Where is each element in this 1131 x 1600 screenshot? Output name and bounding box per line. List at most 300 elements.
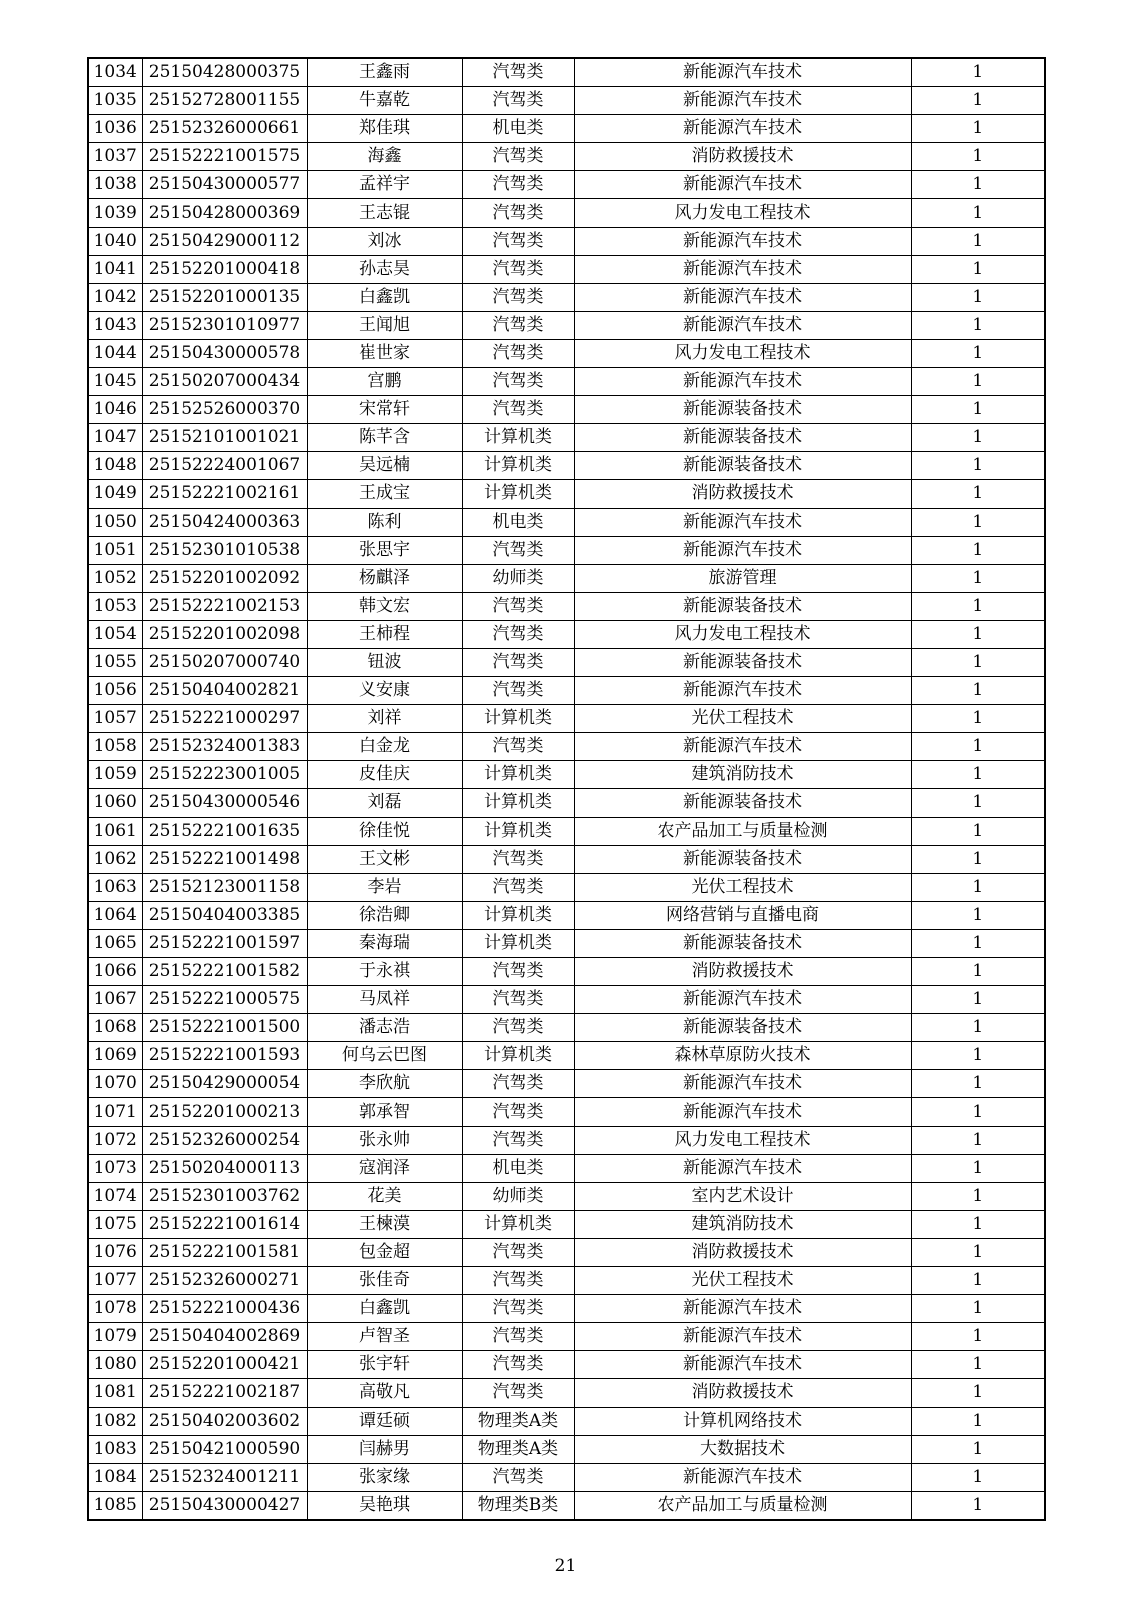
count-cell: 1	[911, 1407, 1045, 1435]
major-cell: 大数据技术	[574, 1435, 911, 1463]
major-cell: 消防救援技术	[574, 1238, 911, 1266]
page-number: 21	[554, 1556, 577, 1576]
major-cell: 新能源汽车技术	[574, 986, 911, 1014]
exam-number-cell: 25152123001158	[142, 873, 307, 901]
name-cell: 寇润泽	[307, 1154, 462, 1182]
exam-number-cell: 25152326000661	[142, 115, 307, 143]
category-cell: 计算机类	[462, 789, 574, 817]
seq-cell: 1084	[88, 1463, 142, 1491]
count-cell: 1	[911, 677, 1045, 705]
category-cell: 汽驾类	[462, 733, 574, 761]
table-row	[88, 396, 1045, 424]
seq-cell: 1061	[88, 817, 142, 845]
name-cell: 王闻旭	[307, 311, 462, 339]
seq-cell: 1051	[88, 536, 142, 564]
table-row	[88, 677, 1045, 705]
major-cell: 光伏工程技术	[574, 705, 911, 733]
category-cell: 汽驾类	[462, 1379, 574, 1407]
table-row	[88, 283, 1045, 311]
count-cell: 1	[911, 283, 1045, 311]
table-row	[88, 311, 1045, 339]
seq-cell: 1070	[88, 1070, 142, 1098]
exam-number-cell: 25152201002098	[142, 620, 307, 648]
count-cell: 1	[911, 564, 1045, 592]
table-row	[88, 1098, 1045, 1126]
category-cell: 汽驾类	[462, 1070, 574, 1098]
name-cell: 徐佳悦	[307, 817, 462, 845]
category-cell: 汽驾类	[462, 536, 574, 564]
seq-cell: 1067	[88, 986, 142, 1014]
major-cell: 新能源装备技术	[574, 929, 911, 957]
category-cell: 汽驾类	[462, 396, 574, 424]
exam-number-cell: 25152301003762	[142, 1182, 307, 1210]
exam-number-cell: 25152728001155	[142, 87, 307, 115]
exam-number-cell: 25150402003602	[142, 1407, 307, 1435]
major-cell: 新能源装备技术	[574, 1014, 911, 1042]
category-cell: 幼师类	[462, 1182, 574, 1210]
seq-cell: 1036	[88, 115, 142, 143]
major-cell: 旅游管理	[574, 564, 911, 592]
exam-number-cell: 25152301010538	[142, 536, 307, 564]
major-cell: 网络营销与直播电商	[574, 901, 911, 929]
count-cell: 1	[911, 733, 1045, 761]
exam-number-cell: 25152324001383	[142, 733, 307, 761]
count-cell: 1	[911, 1379, 1045, 1407]
table-row	[88, 508, 1045, 536]
seq-cell: 1082	[88, 1407, 142, 1435]
seq-cell: 1072	[88, 1126, 142, 1154]
table-row	[88, 1210, 1045, 1238]
category-cell: 汽驾类	[462, 1463, 574, 1491]
major-cell: 消防救援技术	[574, 480, 911, 508]
major-cell: 消防救援技术	[574, 143, 911, 171]
name-cell: 王鑫雨	[307, 58, 462, 87]
table-row	[88, 986, 1045, 1014]
seq-cell: 1081	[88, 1379, 142, 1407]
exam-number-cell: 25152221001575	[142, 143, 307, 171]
category-cell: 计算机类	[462, 705, 574, 733]
exam-number-cell: 25152221001498	[142, 845, 307, 873]
table-row	[88, 761, 1045, 789]
seq-cell: 1057	[88, 705, 142, 733]
name-cell: 李岩	[307, 873, 462, 901]
count-cell: 1	[911, 705, 1045, 733]
major-cell: 新能源汽车技术	[574, 1463, 911, 1491]
count-cell: 1	[911, 1351, 1045, 1379]
major-cell: 新能源汽车技术	[574, 227, 911, 255]
count-cell: 1	[911, 508, 1045, 536]
category-cell: 机电类	[462, 115, 574, 143]
count-cell: 1	[911, 929, 1045, 957]
count-cell: 1	[911, 620, 1045, 648]
name-cell: 钮波	[307, 648, 462, 676]
count-cell: 1	[911, 368, 1045, 396]
name-cell: 李欣航	[307, 1070, 462, 1098]
count-cell: 1	[911, 761, 1045, 789]
category-cell: 汽驾类	[462, 368, 574, 396]
category-cell: 汽驾类	[462, 199, 574, 227]
major-cell: 风力发电工程技术	[574, 199, 911, 227]
exam-number-cell: 25152201002092	[142, 564, 307, 592]
table-row	[88, 87, 1045, 115]
table-row	[88, 424, 1045, 452]
count-cell: 1	[911, 1267, 1045, 1295]
count-cell: 1	[911, 87, 1045, 115]
count-cell: 1	[911, 115, 1045, 143]
seq-cell: 1076	[88, 1238, 142, 1266]
name-cell: 韩文宏	[307, 592, 462, 620]
seq-cell: 1047	[88, 424, 142, 452]
table-row	[88, 958, 1045, 986]
name-cell: 牛嘉乾	[307, 87, 462, 115]
table-row	[88, 368, 1045, 396]
table-row	[88, 1070, 1045, 1098]
exam-number-cell: 25150404002821	[142, 677, 307, 705]
major-cell: 新能源装备技术	[574, 424, 911, 452]
name-cell: 花美	[307, 1182, 462, 1210]
count-cell: 1	[911, 1014, 1045, 1042]
seq-cell: 1060	[88, 789, 142, 817]
category-cell: 汽驾类	[462, 143, 574, 171]
count-cell: 1	[911, 339, 1045, 367]
seq-cell: 1043	[88, 311, 142, 339]
count-cell: 1	[911, 143, 1045, 171]
count-cell: 1	[911, 58, 1045, 87]
seq-cell: 1066	[88, 958, 142, 986]
major-cell: 新能源汽车技术	[574, 1070, 911, 1098]
major-cell: 新能源装备技术	[574, 592, 911, 620]
exam-number-cell: 25152326000254	[142, 1126, 307, 1154]
count-cell: 1	[911, 396, 1045, 424]
seq-cell: 1039	[88, 199, 142, 227]
exam-number-cell: 25150429000054	[142, 1070, 307, 1098]
seq-cell: 1046	[88, 396, 142, 424]
count-cell: 1	[911, 789, 1045, 817]
seq-cell: 1049	[88, 480, 142, 508]
table-row	[88, 58, 1045, 87]
table-row	[88, 929, 1045, 957]
count-cell: 1	[911, 1098, 1045, 1126]
table-row	[88, 1323, 1045, 1351]
category-cell: 汽驾类	[462, 339, 574, 367]
seq-cell: 1078	[88, 1295, 142, 1323]
exam-number-cell: 25150430000427	[142, 1491, 307, 1520]
count-cell: 1	[911, 480, 1045, 508]
category-cell: 汽驾类	[462, 620, 574, 648]
major-cell: 室内艺术设计	[574, 1182, 911, 1210]
category-cell: 汽驾类	[462, 873, 574, 901]
exam-number-cell: 25150424000363	[142, 508, 307, 536]
exam-number-cell: 25150404002869	[142, 1323, 307, 1351]
exam-number-cell: 25150207000740	[142, 648, 307, 676]
count-cell: 1	[911, 536, 1045, 564]
table-row	[88, 1295, 1045, 1323]
exam-number-cell: 25150204000113	[142, 1154, 307, 1182]
major-cell: 新能源汽车技术	[574, 311, 911, 339]
name-cell: 刘磊	[307, 789, 462, 817]
seq-cell: 1069	[88, 1042, 142, 1070]
count-cell: 1	[911, 648, 1045, 676]
name-cell: 白鑫凯	[307, 283, 462, 311]
table-row	[88, 115, 1045, 143]
table-row	[88, 873, 1045, 901]
exam-number-cell: 25152324001211	[142, 1463, 307, 1491]
seq-cell: 1037	[88, 143, 142, 171]
name-cell: 于永祺	[307, 958, 462, 986]
category-cell: 物理类A类	[462, 1407, 574, 1435]
seq-cell: 1056	[88, 677, 142, 705]
table-row	[88, 1463, 1045, 1491]
name-cell: 张家缘	[307, 1463, 462, 1491]
exam-number-cell: 25152221001593	[142, 1042, 307, 1070]
seq-cell: 1041	[88, 255, 142, 283]
seq-cell: 1054	[88, 620, 142, 648]
seq-cell: 1068	[88, 1014, 142, 1042]
exam-number-cell: 25150428000375	[142, 58, 307, 87]
major-cell: 新能源汽车技术	[574, 1323, 911, 1351]
exam-number-cell: 25152201000421	[142, 1351, 307, 1379]
seq-cell: 1077	[88, 1267, 142, 1295]
count-cell: 1	[911, 873, 1045, 901]
table-row	[88, 1126, 1045, 1154]
exam-number-cell: 25152221000297	[142, 705, 307, 733]
category-cell: 汽驾类	[462, 255, 574, 283]
exam-number-cell: 25150421000590	[142, 1435, 307, 1463]
category-cell: 计算机类	[462, 929, 574, 957]
admission-table	[87, 57, 1046, 1521]
category-cell: 汽驾类	[462, 87, 574, 115]
category-cell: 汽驾类	[462, 58, 574, 87]
name-cell: 白鑫凯	[307, 1295, 462, 1323]
name-cell: 吴远楠	[307, 452, 462, 480]
name-cell: 吴艳琪	[307, 1491, 462, 1520]
category-cell: 物理类A类	[462, 1435, 574, 1463]
table-row	[88, 705, 1045, 733]
category-cell: 汽驾类	[462, 958, 574, 986]
major-cell: 新能源汽车技术	[574, 171, 911, 199]
count-cell: 1	[911, 1210, 1045, 1238]
name-cell: 郭承智	[307, 1098, 462, 1126]
name-cell: 何乌云巴图	[307, 1042, 462, 1070]
name-cell: 义安康	[307, 677, 462, 705]
major-cell: 新能源汽车技术	[574, 508, 911, 536]
count-cell: 1	[911, 1463, 1045, 1491]
category-cell: 汽驾类	[462, 1267, 574, 1295]
name-cell: 闫赫男	[307, 1435, 462, 1463]
category-cell: 汽驾类	[462, 592, 574, 620]
table-row	[88, 1267, 1045, 1295]
table-row	[88, 789, 1045, 817]
seq-cell: 1038	[88, 171, 142, 199]
exam-number-cell: 25152221002161	[142, 480, 307, 508]
name-cell: 宋常轩	[307, 396, 462, 424]
table-row	[88, 1182, 1045, 1210]
name-cell: 秦海瑞	[307, 929, 462, 957]
name-cell: 张宇轩	[307, 1351, 462, 1379]
table-row	[88, 901, 1045, 929]
table-row	[88, 536, 1045, 564]
major-cell: 消防救援技术	[574, 1379, 911, 1407]
category-cell: 汽驾类	[462, 986, 574, 1014]
name-cell: 卢智圣	[307, 1323, 462, 1351]
table-row	[88, 620, 1045, 648]
seq-cell: 1035	[88, 87, 142, 115]
major-cell: 消防救援技术	[574, 958, 911, 986]
table-row	[88, 480, 1045, 508]
major-cell: 新能源装备技术	[574, 452, 911, 480]
name-cell: 皮佳庆	[307, 761, 462, 789]
exam-number-cell: 25152326000271	[142, 1267, 307, 1295]
seq-cell: 1034	[88, 58, 142, 87]
seq-cell: 1053	[88, 592, 142, 620]
major-cell: 新能源装备技术	[574, 396, 911, 424]
count-cell: 1	[911, 171, 1045, 199]
exam-number-cell: 25150428000369	[142, 199, 307, 227]
major-cell: 新能源汽车技术	[574, 1351, 911, 1379]
count-cell: 1	[911, 452, 1045, 480]
name-cell: 潘志浩	[307, 1014, 462, 1042]
table-row	[88, 592, 1045, 620]
exam-number-cell: 25152221002153	[142, 592, 307, 620]
seq-cell: 1045	[88, 368, 142, 396]
count-cell: 1	[911, 958, 1045, 986]
seq-cell: 1062	[88, 845, 142, 873]
exam-number-cell: 25152221000436	[142, 1295, 307, 1323]
count-cell: 1	[911, 592, 1045, 620]
major-cell: 森林草原防火技术	[574, 1042, 911, 1070]
major-cell: 新能源汽车技术	[574, 1154, 911, 1182]
category-cell: 计算机类	[462, 761, 574, 789]
seq-cell: 1058	[88, 733, 142, 761]
category-cell: 汽驾类	[462, 845, 574, 873]
name-cell: 王楝漠	[307, 1210, 462, 1238]
major-cell: 建筑消防技术	[574, 1210, 911, 1238]
count-cell: 1	[911, 901, 1045, 929]
seq-cell: 1063	[88, 873, 142, 901]
major-cell: 新能源汽车技术	[574, 1295, 911, 1323]
category-cell: 计算机类	[462, 452, 574, 480]
count-cell: 1	[911, 845, 1045, 873]
exam-number-cell: 25150430000546	[142, 789, 307, 817]
seq-cell: 1074	[88, 1182, 142, 1210]
exam-number-cell: 25152201000135	[142, 283, 307, 311]
seq-cell: 1050	[88, 508, 142, 536]
seq-cell: 1048	[88, 452, 142, 480]
major-cell: 风力发电工程技术	[574, 339, 911, 367]
table-row	[88, 143, 1045, 171]
major-cell: 新能源汽车技术	[574, 87, 911, 115]
exam-number-cell: 25152101001021	[142, 424, 307, 452]
major-cell: 农产品加工与质量检测	[574, 817, 911, 845]
exam-number-cell: 25152301010977	[142, 311, 307, 339]
major-cell: 新能源装备技术	[574, 648, 911, 676]
seq-cell: 1040	[88, 227, 142, 255]
exam-number-cell: 25150207000434	[142, 368, 307, 396]
seq-cell: 1044	[88, 339, 142, 367]
major-cell: 新能源汽车技术	[574, 733, 911, 761]
major-cell: 新能源装备技术	[574, 845, 911, 873]
exam-number-cell: 25152221001635	[142, 817, 307, 845]
major-cell: 新能源汽车技术	[574, 58, 911, 87]
name-cell: 张永帅	[307, 1126, 462, 1154]
exam-number-cell: 25150430000578	[142, 339, 307, 367]
category-cell: 汽驾类	[462, 1098, 574, 1126]
category-cell: 计算机类	[462, 424, 574, 452]
category-cell: 幼师类	[462, 564, 574, 592]
table-row	[88, 255, 1045, 283]
category-cell: 计算机类	[462, 480, 574, 508]
count-cell: 1	[911, 424, 1045, 452]
count-cell: 1	[911, 1042, 1045, 1070]
seq-cell: 1071	[88, 1098, 142, 1126]
name-cell: 杨麒泽	[307, 564, 462, 592]
name-cell: 陈芊含	[307, 424, 462, 452]
seq-cell: 1079	[88, 1323, 142, 1351]
major-cell: 新能源汽车技术	[574, 255, 911, 283]
name-cell: 王志锟	[307, 199, 462, 227]
exam-number-cell: 25150430000577	[142, 171, 307, 199]
count-cell: 1	[911, 817, 1045, 845]
category-cell: 汽驾类	[462, 1126, 574, 1154]
major-cell: 光伏工程技术	[574, 873, 911, 901]
exam-number-cell: 25152201000418	[142, 255, 307, 283]
major-cell: 光伏工程技术	[574, 1267, 911, 1295]
name-cell: 马凤祥	[307, 986, 462, 1014]
category-cell: 计算机类	[462, 1042, 574, 1070]
count-cell: 1	[911, 986, 1045, 1014]
name-cell: 刘冰	[307, 227, 462, 255]
category-cell: 机电类	[462, 508, 574, 536]
exam-number-cell: 25150429000112	[142, 227, 307, 255]
table-row	[88, 1014, 1045, 1042]
table-row	[88, 1407, 1045, 1435]
name-cell: 宫鹏	[307, 368, 462, 396]
exam-number-cell: 25152221000575	[142, 986, 307, 1014]
category-cell: 计算机类	[462, 901, 574, 929]
category-cell: 汽驾类	[462, 1238, 574, 1266]
category-cell: 汽驾类	[462, 283, 574, 311]
table-row	[88, 452, 1045, 480]
table-row	[88, 1351, 1045, 1379]
name-cell: 王文彬	[307, 845, 462, 873]
table-row	[88, 1238, 1045, 1266]
exam-number-cell: 25152221001581	[142, 1238, 307, 1266]
table-row	[88, 1379, 1045, 1407]
seq-cell: 1042	[88, 283, 142, 311]
exam-number-cell: 25152221001500	[142, 1014, 307, 1042]
table-row	[88, 1491, 1045, 1520]
major-cell: 风力发电工程技术	[574, 1126, 911, 1154]
category-cell: 汽驾类	[462, 1351, 574, 1379]
category-cell: 计算机类	[462, 817, 574, 845]
seq-cell: 1083	[88, 1435, 142, 1463]
count-cell: 1	[911, 1491, 1045, 1520]
major-cell: 建筑消防技术	[574, 761, 911, 789]
count-cell: 1	[911, 1323, 1045, 1351]
count-cell: 1	[911, 227, 1045, 255]
table-row	[88, 564, 1045, 592]
seq-cell: 1059	[88, 761, 142, 789]
name-cell: 高敬凡	[307, 1379, 462, 1407]
major-cell: 新能源汽车技术	[574, 115, 911, 143]
count-cell: 1	[911, 311, 1045, 339]
table-row	[88, 1154, 1045, 1182]
count-cell: 1	[911, 1154, 1045, 1182]
category-cell: 汽驾类	[462, 1014, 574, 1042]
count-cell: 1	[911, 1238, 1045, 1266]
name-cell: 海鑫	[307, 143, 462, 171]
major-cell: 新能源装备技术	[574, 789, 911, 817]
